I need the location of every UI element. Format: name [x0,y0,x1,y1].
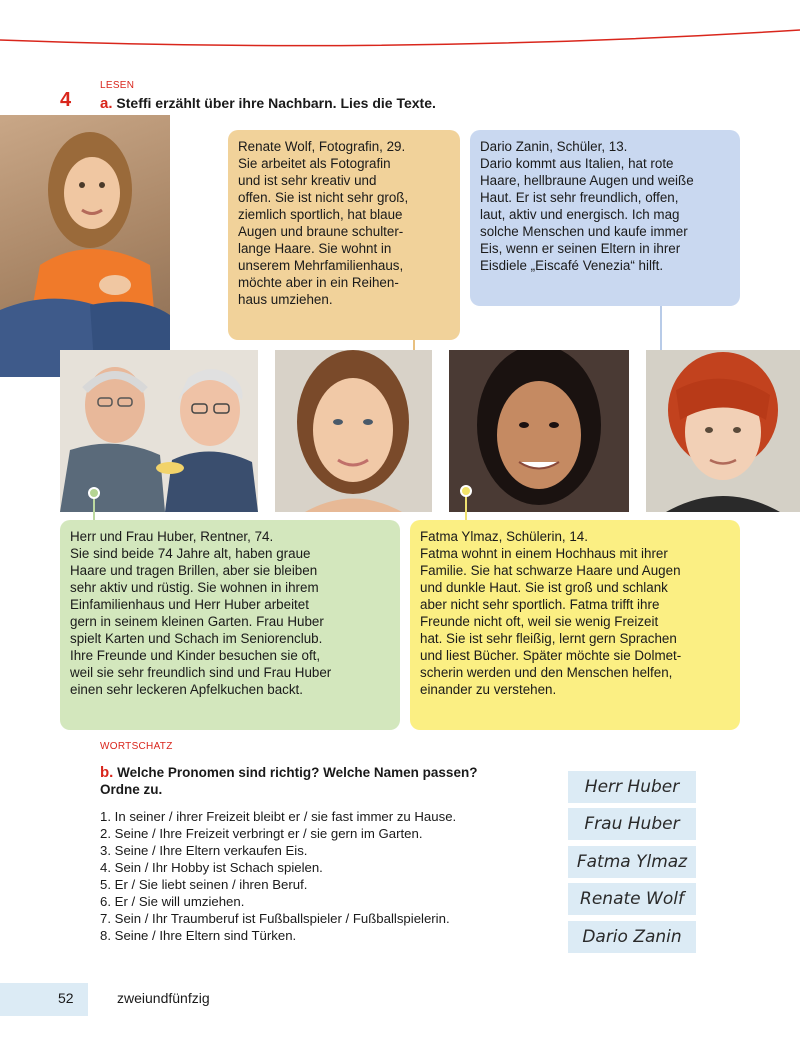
header-rule [0,0,800,60]
name-tag-dario-zanin[interactable]: Dario Zanin [568,921,696,953]
task-letter: a. [100,95,113,112]
footer-band [0,983,88,1016]
fatma-line: und dunkle Haut. Sie ist groß und schlank [420,580,668,595]
exercise-item: 8. Seine / Ihre Eltern sind Türken. [100,928,297,943]
section-label-wortschatz: WORTSCHATZ [100,741,173,752]
renate-line: lange Haare. Sie wohnt in [238,241,392,256]
exercise-item: 5. Er / Sie liebt seinen / ihren Beruf. [100,877,308,892]
text-box-fatma-ylmaz [410,520,740,730]
exercise-item: 7. Sein / Ihr Traumberuf ist Fußballspieler / Fußballspielerin. [100,911,450,926]
exercise-title [100,764,560,798]
fatma-line: Freunde nicht oft, weil sie wenig Freizeit [420,614,659,629]
connector-dot-huber [88,487,100,499]
renate-line: offen. Sie ist nicht sehr groß, [238,190,409,205]
fatma-line: scherin werden und den Menschen helfen, [420,665,673,680]
dario-line: laut, aktiv und energisch. Ich mag [480,207,680,222]
huber-line: weil sie sehr freundlich sind und Frau Huber [70,665,332,680]
huber-line: Ihre Freunde und Kinder besuchen sie oft, [70,648,321,663]
fatma-line: und liest Bücher. Später möchte sie Dolmet- [420,648,682,663]
renate-line: ziemlich sportlich, hat blaue [238,207,403,222]
renate-line: haus umziehen. [238,292,333,307]
photo-fatma-ylmaz [449,350,629,512]
dario-line: solche Menschen und kaufe immer [480,224,688,239]
huber-line: gern in seinem kleinen Garten. Frau Huber [70,614,324,629]
connector-huber [93,495,95,523]
task-title [100,95,436,112]
exercise-item: 3. Seine / Ihre Eltern verkaufen Eis. [100,843,308,858]
huber-line: Herr und Frau Huber, Rentner, 74. [70,529,274,544]
renate-line: Renate Wolf, Fotografin, 29. [238,139,406,154]
exercise-title-line1: Welche Pronomen sind richtig? Welche Namen passen? [117,765,478,780]
huber-line: einen sehr leckeren Apfelkuchen backt. [70,682,303,697]
renate-line: Augen und braune schulter- [238,224,404,239]
dario-line: Haut. Er ist sehr freundlich, offen, [480,190,679,205]
huber-line: sehr aktiv und rüstig. Sie wohnen in ihrem [70,580,319,595]
text-box-dario-zanin [470,130,740,306]
exercise-list [100,808,560,944]
fatma-line: aber nicht sehr sportlich. Fatma trifft ihre [420,597,660,612]
section-label-lesen: LESEN [100,80,135,91]
huber-line: Haare und tragen Brillen, aber sie bleiben [70,563,318,578]
dario-line: Haare, hellbraune Augen und weiße [480,173,694,188]
page-number: 52 [58,990,74,1006]
name-tag-frau-huber[interactable]: Frau Huber [568,808,696,840]
exercise-item: 2. Seine / Ihre Freizeit verbringt er / sie gern im Garten. [100,826,423,841]
exercise-letter: b. [100,764,114,781]
photo-renate-wolf [275,350,432,512]
name-tag-renate-wolf[interactable]: Renate Wolf [568,883,696,915]
renate-line: unserem Mehrfamilienhaus, [238,258,404,273]
dario-line: Eisdiele „Eiscafé Venezia“ hilft. [480,258,664,273]
exercise-item: 4. Sein / Ihr Hobby ist Schach spielen. [100,860,323,875]
fatma-line: Familie. Sie hat schwarze Haare und Augen [420,563,681,578]
renate-line: möchte aber in ein Reihen- [238,275,399,290]
text-box-renate-wolf [228,130,460,340]
dario-line: Dario Zanin, Schüler, 13. [480,139,628,154]
photo-steffi [0,115,170,377]
fatma-line: hat. Sie ist sehr fleißig, lernt gern Sprachen [420,631,677,646]
huber-line: Einfamilienhaus und Herr Huber arbeitet [70,597,309,612]
exercise-title-line2: Ordne zu. [100,782,163,797]
task-number: 4 [60,89,72,111]
name-tag-herr-huber[interactable]: Herr Huber [568,771,696,803]
fatma-line: Fatma wohnt in einem Hochhaus mit ihrer [420,546,668,561]
task-text: Steffi erzählt über ihre Nachbarn. Lies die Texte. [116,95,436,111]
fatma-line: Fatma Ylmaz, Schülerin, 14. [420,529,588,544]
exercise-item: 6. Er / Sie will umziehen. [100,894,245,909]
renate-line: und ist sehr kreativ und [238,173,377,188]
text-box-huber [60,520,400,730]
connector-fatma [465,495,467,523]
exercise-item: 1. In seiner / ihrer Freizeit bleibt er / sie fast immer zu Hause. [100,809,457,824]
dario-line: Eis, wenn er seinen Eltern in ihrer [480,241,681,256]
dario-line: Dario kommt aus Italien, hat rote [480,156,674,171]
page-number-word: zweiundfünfzig [117,990,210,1006]
connector-dot-fatma [460,485,472,497]
name-tag-fatma-ylmaz[interactable]: Fatma Ylmaz [568,846,696,878]
huber-line: Sie sind beide 74 Jahre alt, haben graue [70,546,311,561]
fatma-line: einander zu verstehen. [420,682,557,697]
huber-line: spielt Karten und Schach im Seniorenclub. [70,631,323,646]
renate-line: Sie arbeitet als Fotografin [238,156,391,171]
photo-dario-zanin [646,350,800,512]
